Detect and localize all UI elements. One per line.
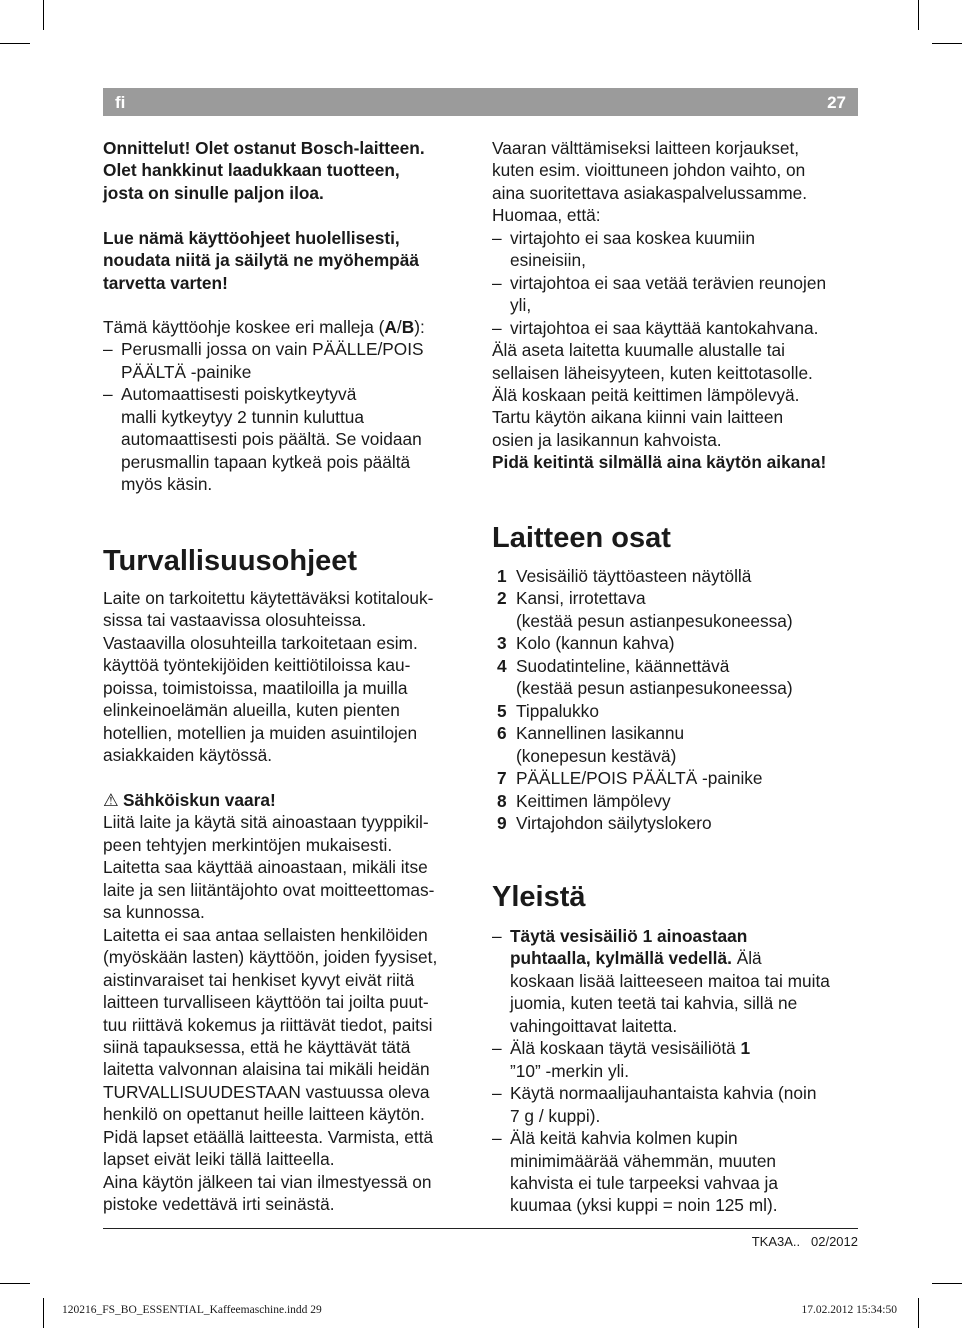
text-line: sissa tai vastaavissa olosuhteissa. — [103, 610, 367, 631]
list-item — [492, 227, 862, 272]
part-item — [492, 767, 862, 789]
text-line: sa kunnossa. — [103, 902, 205, 923]
text-line: malli kytkeytyy 2 tunnin kuluttua — [121, 406, 365, 427]
text-line: Onnittelut! Olet ostanut Bosch-laitteen. — [103, 138, 425, 158]
text-line: koskaan lisää laitteeseen maitoa tai muita — [510, 970, 830, 991]
text-segment: 1 — [740, 1038, 751, 1059]
dash-bullet: – — [103, 339, 113, 360]
text-line: virtajohto ei saa koskea kuumiin — [510, 227, 755, 248]
slug-filename: 120216_FS_BO_ESSENTIAL_Kaffeemaschine.indd 29 — [62, 1304, 322, 1316]
crop-mark — [43, 0, 44, 30]
part-number: 3 — [497, 633, 507, 654]
text-line — [103, 789, 473, 811]
text-segment: A — [384, 317, 397, 337]
part-item — [492, 632, 862, 654]
text-line: PÄÄLTÄ -painike — [121, 361, 252, 382]
crop-mark — [932, 43, 962, 44]
list-item — [492, 1037, 862, 1082]
text-line: laitteen turvalliseen käyttöön tai joilta puut- — [103, 992, 429, 1013]
text-line: siinä tapauksessa, että he käyttävät tätä — [103, 1036, 411, 1057]
text-line: Vesisäiliö täyttöasteen näytöllä — [516, 566, 752, 586]
text-line: kahvista ei tule tarpeeksi vahvaa ja — [510, 1172, 779, 1193]
dash-bullet: – — [492, 1038, 502, 1059]
text-segment: Pidä keitintä silmällä aina käytön aikana! — [492, 452, 827, 473]
text-line: (konepesun kestävä) — [516, 745, 677, 766]
part-number: 4 — [497, 655, 507, 676]
text-line: poissa, toimistoissa, maatiloilla ja muilla — [103, 677, 408, 698]
footer-model-date — [752, 1234, 858, 1249]
text-line — [103, 316, 473, 338]
text-segment: Sähköiskun vaara! — [123, 790, 276, 810]
dash-bullet: – — [492, 227, 502, 248]
text-line: Pidä lapset etäällä laitteesta. Varmista, että — [103, 1126, 434, 1147]
text-line: Automaattisesti poiskytkeytyvä — [121, 384, 357, 405]
text-line: Laite on tarkoitettu käytettäväksi kotitalouk- — [103, 588, 434, 608]
text-line: Vaaran välttämiseksi laitteen korjaukset, — [492, 138, 800, 158]
slug-timestamp: 17.02.2012 15:34:50 — [801, 1304, 897, 1316]
text-segment: B — [401, 317, 415, 337]
text-line: Käytä normaalijauhantaista kahvia (noin — [510, 1083, 817, 1104]
text-line: (kestää pesun astianpesukoneessa) — [516, 678, 793, 699]
dash-bullet: – — [492, 1083, 502, 1104]
text-line: asiakkaiden käytössä. — [103, 745, 273, 766]
part-item — [492, 812, 862, 834]
text-line: Kannellinen lasikannu — [516, 723, 685, 744]
text-line: Keittimen lämpölevy — [516, 790, 671, 811]
text-line: minimimäärää vähemmän, muuten — [510, 1150, 777, 1171]
warning-triangle-icon: ⚠ — [103, 790, 119, 810]
text-line: osien ja lasikannun kahvoista. — [492, 429, 722, 450]
list-item — [492, 925, 862, 1037]
part-number: 6 — [497, 723, 507, 744]
part-number: 8 — [497, 790, 507, 811]
date: 02/2012 — [811, 1234, 858, 1249]
text-line: Suodatinteline, käännettävä — [516, 655, 730, 676]
intro-text — [103, 137, 473, 204]
text-line: esineisiin, — [510, 250, 586, 271]
text-line: juomia, kuten teetä tai kahvia, sillä ne — [510, 993, 798, 1014]
text-line: josta on sinulle paljon iloa. — [103, 182, 324, 203]
text-line: Laitetta ei saa antaa sellaisten henkilöiden — [103, 924, 428, 945]
text-line: käyttöä työntekijöiden keittiötiloissa kau- — [103, 655, 411, 676]
repairs-text — [492, 137, 862, 474]
dash-bullet: – — [103, 384, 113, 405]
dash-bullet: – — [492, 1128, 502, 1149]
text-line: ”10” -merkin yli. — [510, 1060, 630, 1081]
text-segment: puhtaalla, kylmällä vedellä. — [510, 948, 732, 969]
text-segment: ): — [414, 317, 425, 337]
text-line: Olet hankkinut laadukkaan tuotteen, — [103, 160, 400, 181]
text-line: elinkeinoelämän alueilla, kuten pienten — [103, 700, 400, 721]
text-line: noudata niitä ja säilytä ne myöhempää — [103, 250, 419, 271]
page-number: 27 — [827, 93, 846, 112]
list-item — [492, 1127, 862, 1217]
text-line: tuu riittävä kokemus ja riittävät tiedot, paitsi — [103, 1014, 433, 1035]
text-line: automaattisesti pois päältä. Se voidaan — [121, 429, 422, 450]
list-item — [492, 317, 862, 339]
page-header-bar — [103, 88, 858, 116]
text-line: PÄÄLLE/POIS PÄÄLTÄ -painike — [516, 768, 763, 789]
crop-mark — [43, 1298, 44, 1328]
text-line: kuten esim. vioittuneen johdon vaihto, on — [492, 160, 806, 181]
electric-shock-warning — [103, 789, 473, 1216]
text-line: Virtajohdon säilytyslokero — [516, 812, 712, 833]
part-item — [492, 722, 862, 767]
text-line: yli, — [510, 295, 532, 316]
text-line: Älä aseta laitetta kuumalle alustalle tai — [492, 340, 785, 361]
text-line: tarvetta varten! — [103, 272, 228, 293]
general-list — [492, 925, 862, 1217]
text-line: Huomaa, että: — [492, 205, 601, 226]
list-item — [103, 383, 473, 495]
crop-mark — [0, 1283, 30, 1284]
text-line: Vastaavilla olosuhteilla tarkoitetaan esim. — [103, 632, 418, 653]
models-text — [103, 316, 473, 496]
text-segment: Älä — [731, 948, 762, 969]
footer-rule — [103, 1228, 858, 1229]
safety-intro-text — [103, 587, 473, 767]
part-item — [492, 587, 862, 632]
dash-bullet: – — [492, 926, 502, 946]
language-code: fi — [115, 93, 126, 112]
part-item — [492, 565, 862, 587]
part-number: 5 — [497, 700, 507, 721]
text-line: henkilö on opettanut heille laitteen käytön. — [103, 1104, 425, 1125]
heading-safety: Turvallisuusohjeet — [103, 545, 358, 577]
part-number: 7 — [497, 768, 507, 789]
text-segment: Täytä vesisäiliö 1 ainoastaan — [510, 926, 748, 946]
read-instructions-text — [103, 227, 473, 294]
text-segment: / — [396, 317, 402, 337]
text-line: Laitetta saa käyttää ainoastaan, mikäli itse — [103, 857, 428, 878]
list-item — [492, 1082, 862, 1127]
text-line: virtajohtoa ei saa vetää terävien reunojen — [510, 272, 827, 293]
heading-parts: Laitteen osat — [492, 522, 671, 554]
part-item — [492, 655, 862, 700]
text-line: sellaisen läheisyyteen, kuten keittotasolle. — [492, 362, 813, 383]
list-item — [103, 338, 473, 383]
text-line: pistoke vedettävä irti seinästä. — [103, 1194, 335, 1215]
text-line: Liitä laite ja käytä sitä ainoastaan tyyppikil- — [103, 812, 429, 833]
text-line: Älä keitä kahvia kolmen kupin — [510, 1128, 738, 1149]
part-number: 1 — [497, 566, 507, 586]
text-line: aistinvaraiset tai henkiset kyvyt eivät riitä — [103, 969, 415, 990]
text-line — [510, 925, 862, 947]
text-line: lapset eivät leiki tällä laitteella. — [103, 1149, 335, 1170]
text-line: (myöskään lasten) käyttöön, joiden fyysiset, — [103, 947, 438, 968]
text-line: Perusmalli jossa on vain PÄÄLLE/POIS — [121, 339, 424, 360]
heading-general: Yleistä — [492, 881, 586, 913]
parts-list — [492, 565, 862, 834]
text-line: perusmallin tapaan kytkeä pois päältä — [121, 451, 411, 472]
text-line: peen tehtyjen merkintöjen mukaisesti. — [103, 834, 393, 855]
text-line: laite ja sen liitäntäjohto ovat moitteettomas- — [103, 879, 435, 900]
text-line: aina suoritettava asiakaspalvelussamme. — [492, 182, 808, 203]
text-line — [492, 451, 862, 473]
text-line: Älä koskaan peitä keittimen lämpölevyä. — [492, 384, 800, 405]
text-line — [510, 947, 862, 969]
text-line: virtajohtoa ei saa käyttää kantokahvana. — [510, 317, 819, 338]
text-line: Tippalukko — [516, 700, 599, 721]
text-line: 7 g / kuppi). — [510, 1105, 601, 1126]
text-line: Tartu käytön aikana kiinni vain laitteen — [492, 407, 784, 428]
crop-mark — [932, 1283, 962, 1284]
list-item — [492, 272, 862, 317]
text-line: Aina käytön jälkeen tai vian ilmestyessä on — [103, 1171, 432, 1192]
text-line: Kolo (kannun kahva) — [516, 633, 675, 654]
model: TKA3A.. — [751, 1234, 801, 1249]
crop-mark — [918, 1298, 919, 1328]
text-line: myös käsin. — [121, 474, 213, 495]
dash-bullet: – — [492, 272, 502, 293]
part-item — [492, 790, 862, 812]
part-number: 2 — [497, 588, 507, 609]
text-line: laitetta valvonnan alaisina tai mikäli heidän — [103, 1059, 430, 1080]
text-line: TURVALLISUUDESTAAN vastuussa oleva — [103, 1081, 430, 1102]
crop-mark — [0, 43, 30, 44]
text-line: kuumaa (yksi kuppi = noin 125 ml). — [510, 1195, 778, 1216]
text-line — [510, 1037, 862, 1059]
text-line: Kansi, irrotettava — [516, 588, 646, 609]
text-segment: Tämä käyttöohje koskee eri malleja ( — [103, 317, 385, 337]
text-line: hotellien, motellien ja muiden asuintilojen — [103, 722, 418, 743]
part-item — [492, 700, 862, 722]
text-line: Lue nämä käyttöohjeet huolellisesti, — [103, 228, 400, 248]
dash-bullet: – — [492, 317, 502, 338]
text-segment: Älä koskaan täytä vesisäiliötä — [510, 1038, 741, 1059]
part-number: 9 — [497, 812, 507, 833]
text-line: vahingoittavat laitetta. — [510, 1015, 678, 1036]
text-line: (kestää pesun astianpesukoneessa) — [516, 610, 793, 631]
crop-mark — [918, 0, 919, 30]
